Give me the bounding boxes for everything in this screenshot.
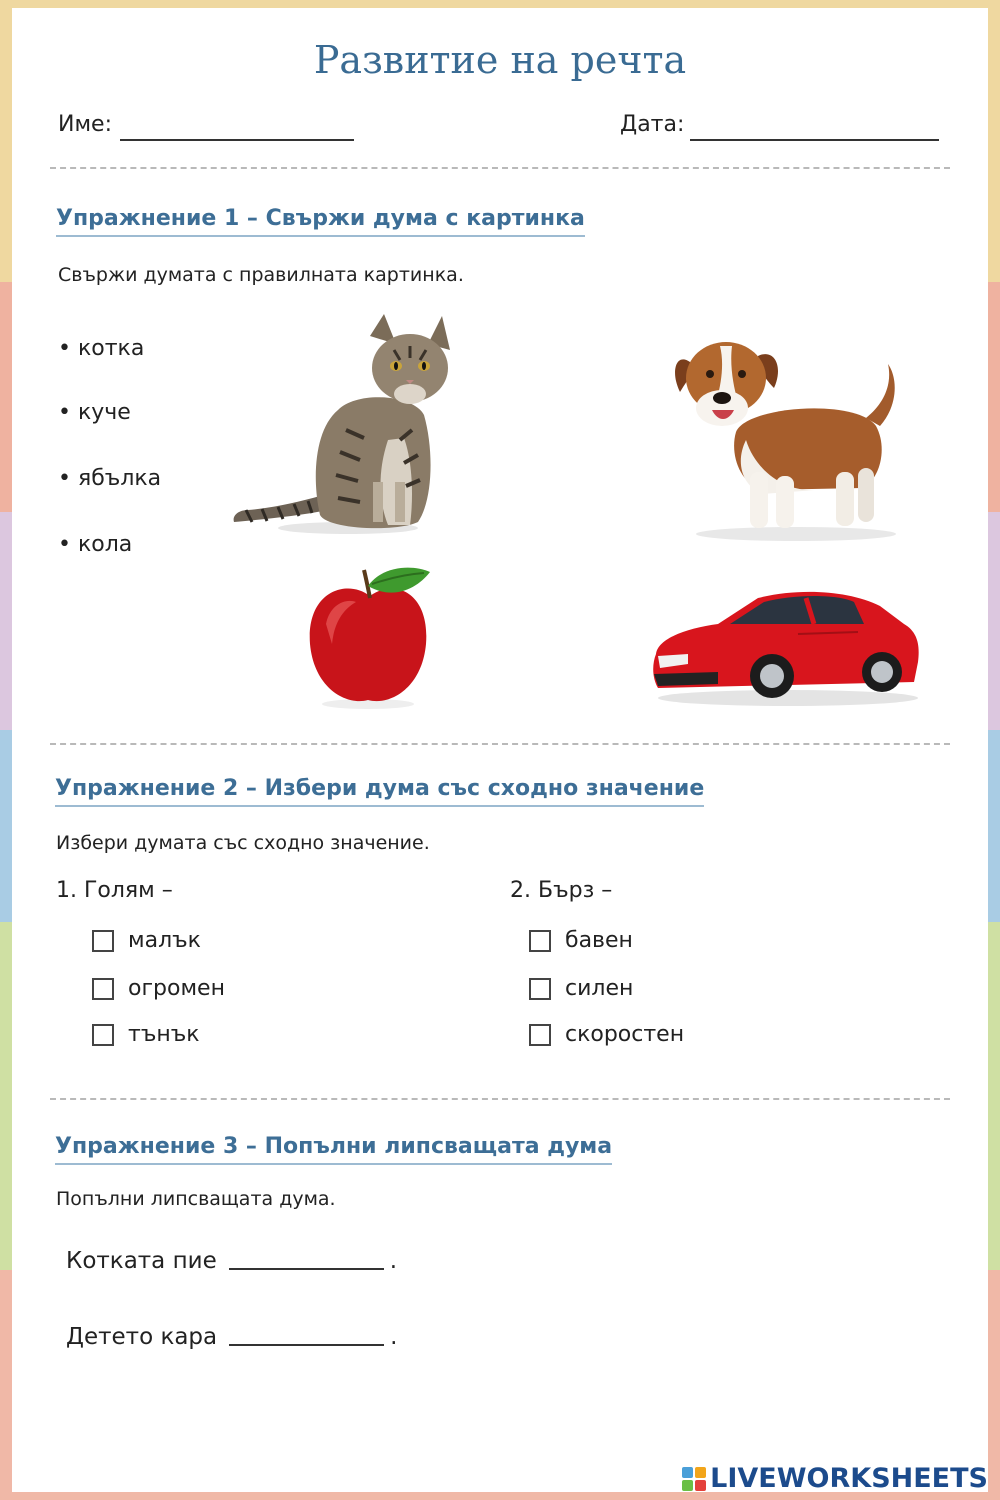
sentence-end: . bbox=[389, 1248, 398, 1274]
option-label: малък bbox=[128, 928, 201, 953]
exercise-1-heading: Упражнение 1 – Свържи дума с картинка bbox=[56, 206, 585, 237]
exercise-1-instruction: Свържи думата с правилната картинка. bbox=[58, 264, 464, 286]
date-field[interactable] bbox=[690, 139, 939, 141]
question-prompt: 2. Бърз – bbox=[510, 878, 613, 903]
match-word[interactable]: • кола bbox=[58, 532, 133, 557]
option-row[interactable] bbox=[529, 1022, 684, 1047]
cat-picture[interactable] bbox=[228, 310, 450, 536]
checkbox[interactable] bbox=[92, 978, 114, 1000]
exercise-3-instruction: Попълни липсващата дума. bbox=[56, 1188, 336, 1210]
answer-blank[interactable] bbox=[229, 1344, 384, 1346]
apple-picture[interactable] bbox=[306, 564, 442, 710]
option-label: огромен bbox=[128, 976, 225, 1001]
match-word[interactable]: • куче bbox=[58, 400, 131, 425]
worksheet-page bbox=[12, 8, 988, 1492]
question-prompt: 1. Голям – bbox=[56, 878, 173, 903]
liveworksheets-logo-mark bbox=[682, 1467, 706, 1491]
sentence-text: Детето кара bbox=[66, 1324, 218, 1350]
exercise-2-instruction: Избери думата със сходно значение. bbox=[56, 832, 430, 854]
checkbox[interactable] bbox=[529, 930, 551, 952]
car-picture[interactable] bbox=[648, 584, 922, 708]
page-title: Развитие на речта bbox=[313, 38, 687, 82]
logo-text: LIVEWORKSHEETS bbox=[710, 1463, 988, 1494]
option-label: силен bbox=[565, 976, 634, 1001]
sentence-text: Котката пие bbox=[66, 1248, 217, 1274]
exercise-2-heading: Упражнение 2 – Избери дума със сходно значение bbox=[55, 776, 704, 807]
checkbox[interactable] bbox=[92, 930, 114, 952]
liveworksheets-logo bbox=[682, 1463, 988, 1494]
checkbox[interactable] bbox=[92, 1024, 114, 1046]
section-divider bbox=[50, 1098, 950, 1100]
exercise-3-heading: Упражнение 3 – Попълни липсващата дума bbox=[55, 1134, 612, 1165]
match-word[interactable]: • ябълка bbox=[58, 466, 162, 491]
match-word[interactable]: • котка bbox=[58, 336, 145, 361]
option-label: бавен bbox=[565, 928, 633, 953]
option-row[interactable] bbox=[529, 976, 633, 1001]
fill-sentence bbox=[66, 1248, 397, 1274]
section-divider bbox=[50, 167, 950, 169]
option-label: скоростен bbox=[565, 1022, 685, 1047]
checkbox[interactable] bbox=[529, 978, 551, 1000]
date-label: Дата: bbox=[620, 112, 685, 137]
option-label: тънък bbox=[128, 1022, 200, 1047]
sentence-end: . bbox=[390, 1324, 398, 1350]
checkbox[interactable] bbox=[529, 1024, 551, 1046]
option-row[interactable] bbox=[92, 976, 225, 1001]
option-row[interactable] bbox=[92, 928, 201, 953]
name-field[interactable] bbox=[120, 139, 354, 141]
option-row[interactable] bbox=[529, 928, 633, 953]
fill-sentence bbox=[66, 1324, 397, 1350]
section-divider bbox=[50, 743, 950, 745]
answer-blank[interactable] bbox=[229, 1268, 384, 1270]
dog-picture[interactable] bbox=[666, 322, 906, 544]
name-label: Име: bbox=[58, 112, 113, 137]
option-row[interactable] bbox=[92, 1022, 200, 1047]
